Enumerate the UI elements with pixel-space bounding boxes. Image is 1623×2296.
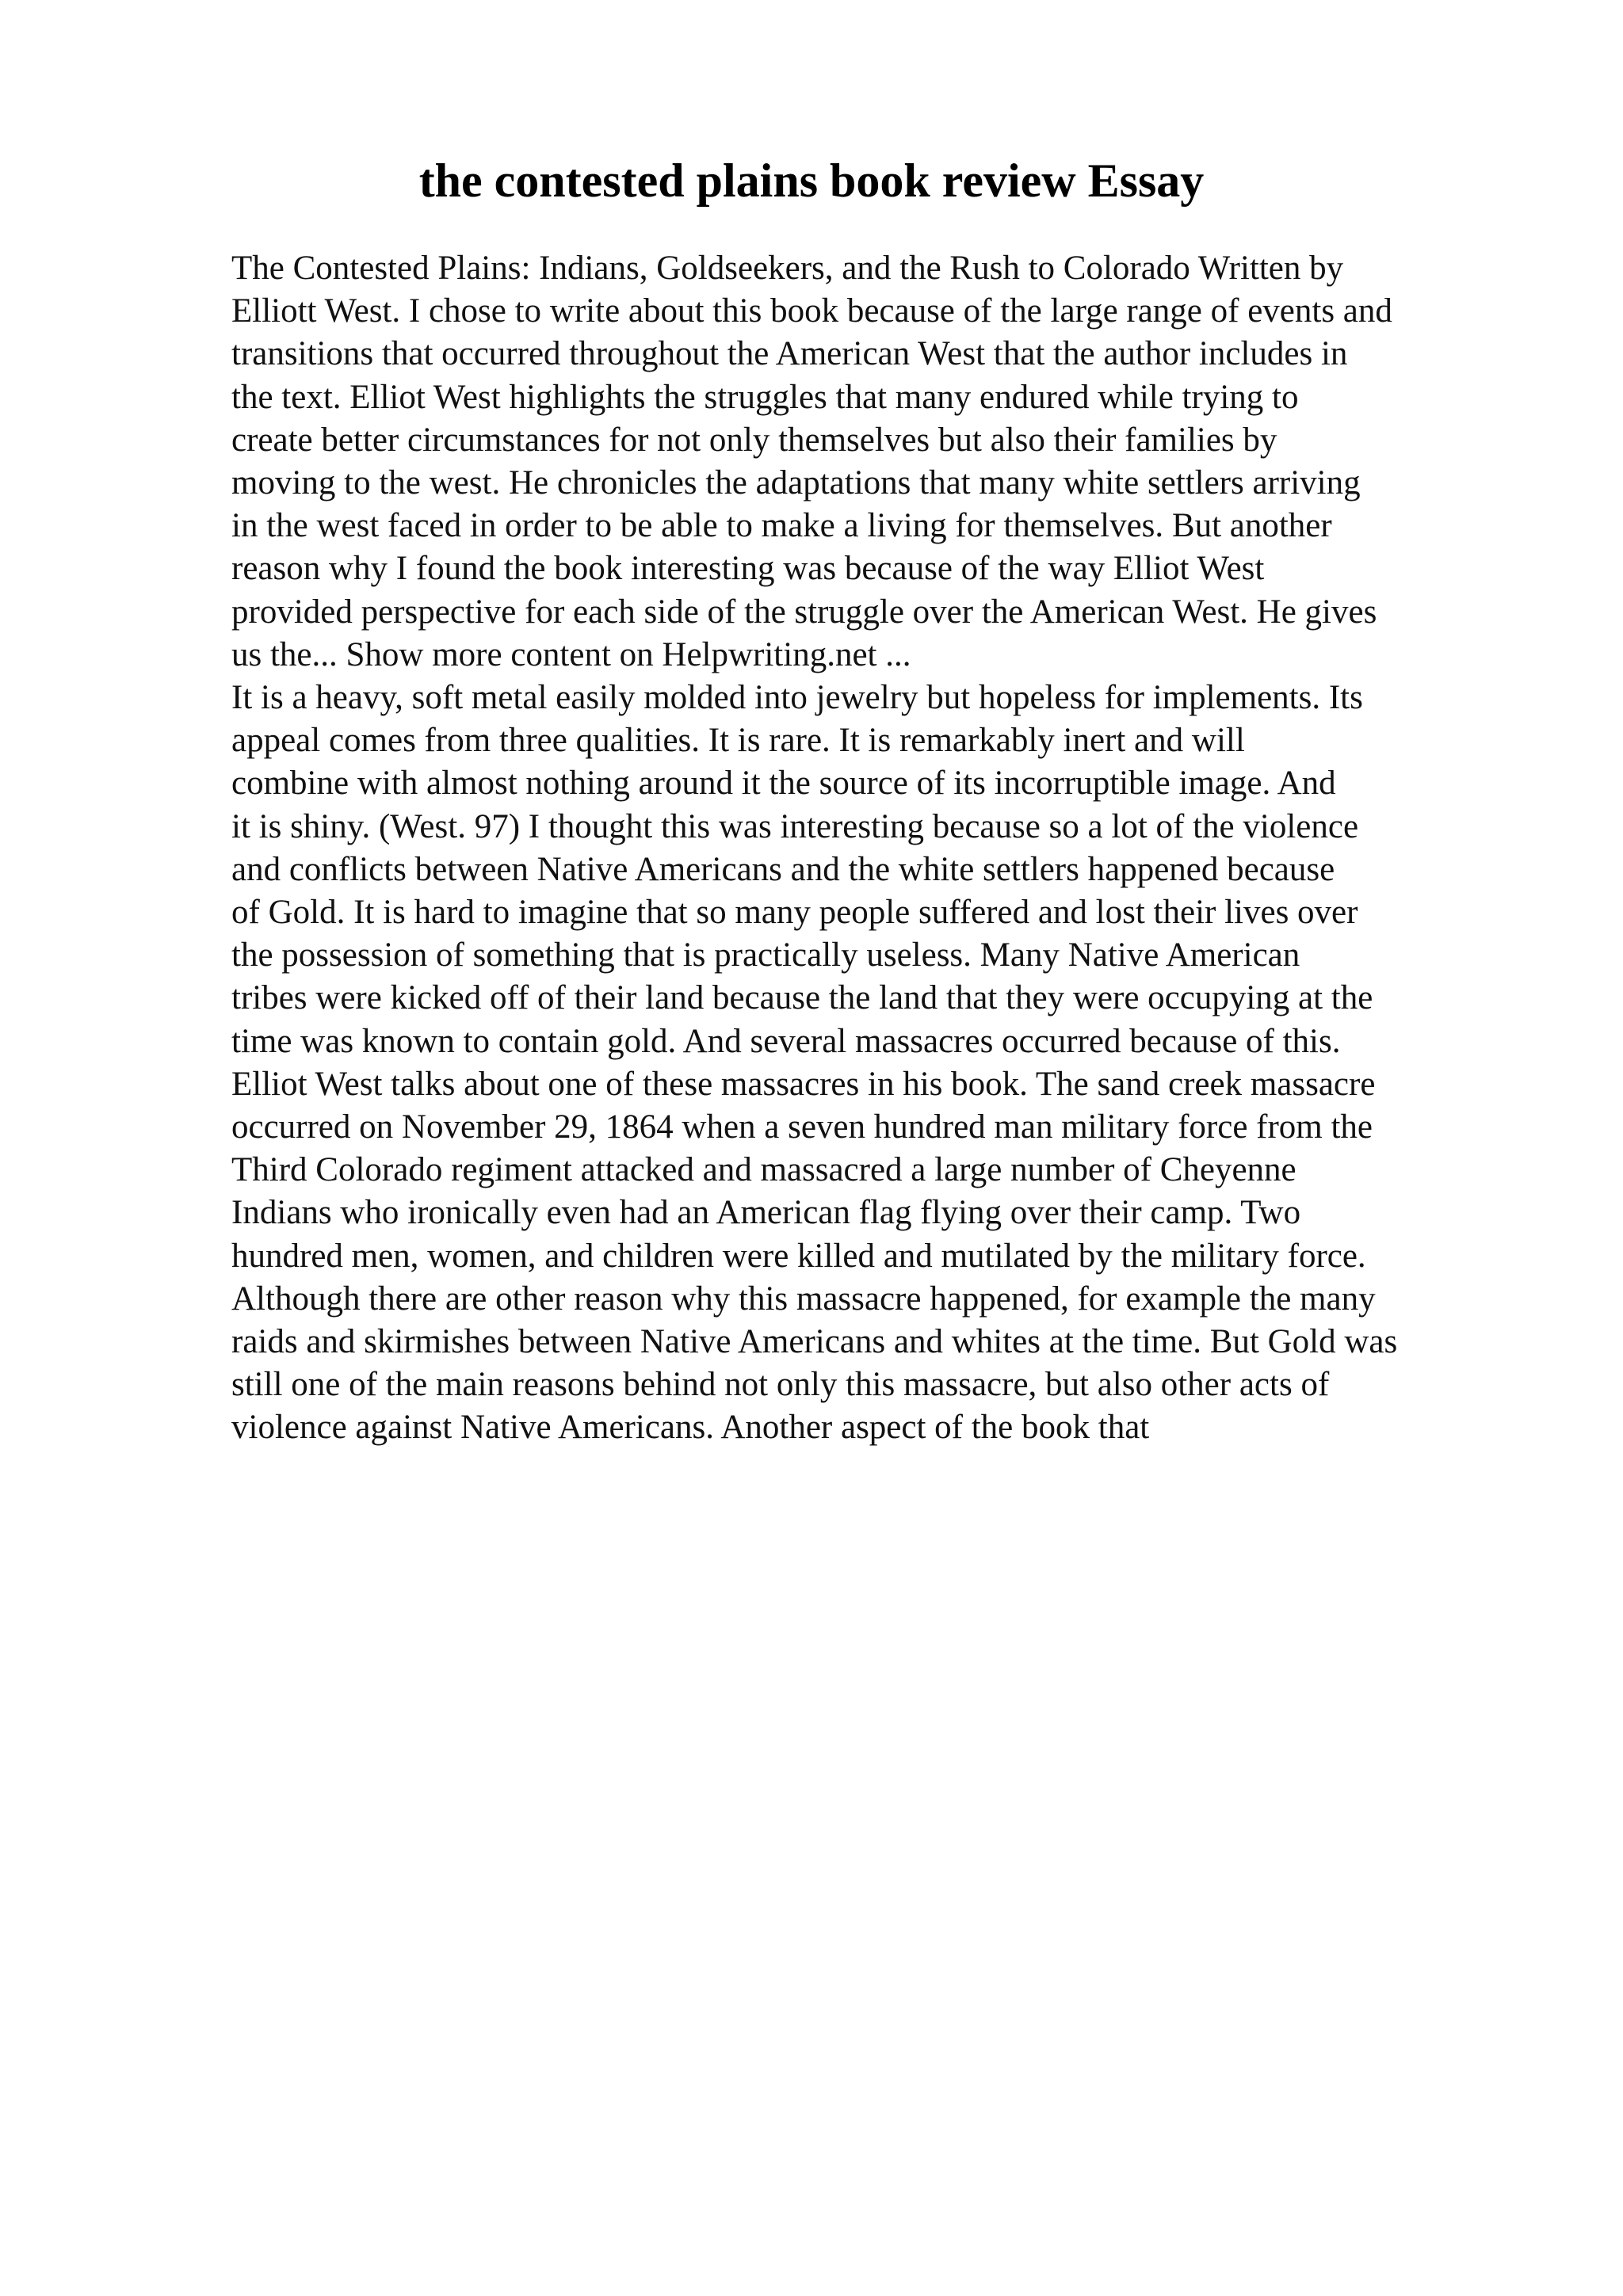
text-line: Although there are other reason why this massacre happened, for example the many <box>231 1280 1376 1318</box>
text-line: provided perspective for each side of the struggle over the American West. He gives <box>231 593 1377 631</box>
essay-body <box>231 247 1515 1450</box>
text-line: us the... Show more content on Helpwriting.net ... <box>231 635 911 673</box>
text-line: transitions that occurred throughout the American West that the author includes in <box>231 335 1348 373</box>
text-line: create better circumstances for not only themselves but also their families by <box>231 421 1277 459</box>
text-line: and conflicts between Native Americans and the white settlers happened because <box>231 850 1335 888</box>
text-line: of Gold. It is hard to imagine that so many people suffered and lost their lives over <box>231 894 1358 932</box>
document-title: the contested plains book review Essay <box>418 154 1205 207</box>
text-line: The Contested Plains: Indians, Goldseekers, and the Rush to Colorado Written by <box>231 250 1344 287</box>
text-line: the possession of something that is practically useless. Many Native American <box>231 936 1300 974</box>
text-line: occurred on November 29, 1864 when a seven hundred man military force from the <box>231 1108 1373 1146</box>
text-line: appeal comes from three qualities. It is rare. It is remarkably inert and will <box>231 722 1245 760</box>
text-line: Third Colorado regiment attacked and massacred a large number of Cheyenne <box>231 1151 1296 1189</box>
text-line: violence against Native Americans. Another aspect of the book that <box>231 1409 1150 1447</box>
text-line: combine with almost nothing around it the source of its incorruptible image. And <box>231 765 1336 803</box>
text-line: Elliot West talks about one of these massacres in his book. The sand creek massacre <box>231 1065 1376 1103</box>
text-line: hundred men, women, and children were killed and mutilated by the military force. <box>231 1237 1366 1275</box>
text-line: Indians who ironically even had an American flag flying over their camp. Two <box>231 1194 1301 1232</box>
text-line: raids and skirmishes between Native Americans and whites at the time. But Gold was <box>231 1323 1398 1361</box>
text-line: still one of the main reasons behind not only this massacre, but also other acts of <box>231 1366 1330 1404</box>
text-line: it is shiny. (West. 97) I thought this was interesting because so a lot of the violence <box>231 807 1359 845</box>
text-line: reason why I found the book interesting was because of the way Elliot West <box>231 550 1265 588</box>
text-line: It is a heavy, soft metal easily molded into jewelry but hopeless for implements. Its <box>231 679 1363 717</box>
text-line: in the west faced in order to be able to make a living for themselves. But another <box>231 507 1332 545</box>
text-line: tribes were kicked off of their land because the land that they were occupying at the <box>231 979 1373 1017</box>
text-line: moving to the west. He chronicles the adaptations that many white settlers arriving <box>231 464 1361 502</box>
text-line: Elliott West. I chose to write about this book because of the large range of events and <box>231 292 1392 330</box>
text-line: time was known to contain gold. And several massacres occurred because of this. <box>231 1022 1341 1060</box>
text-line: the text. Elliot West highlights the struggles that many endured while trying to <box>231 378 1299 416</box>
